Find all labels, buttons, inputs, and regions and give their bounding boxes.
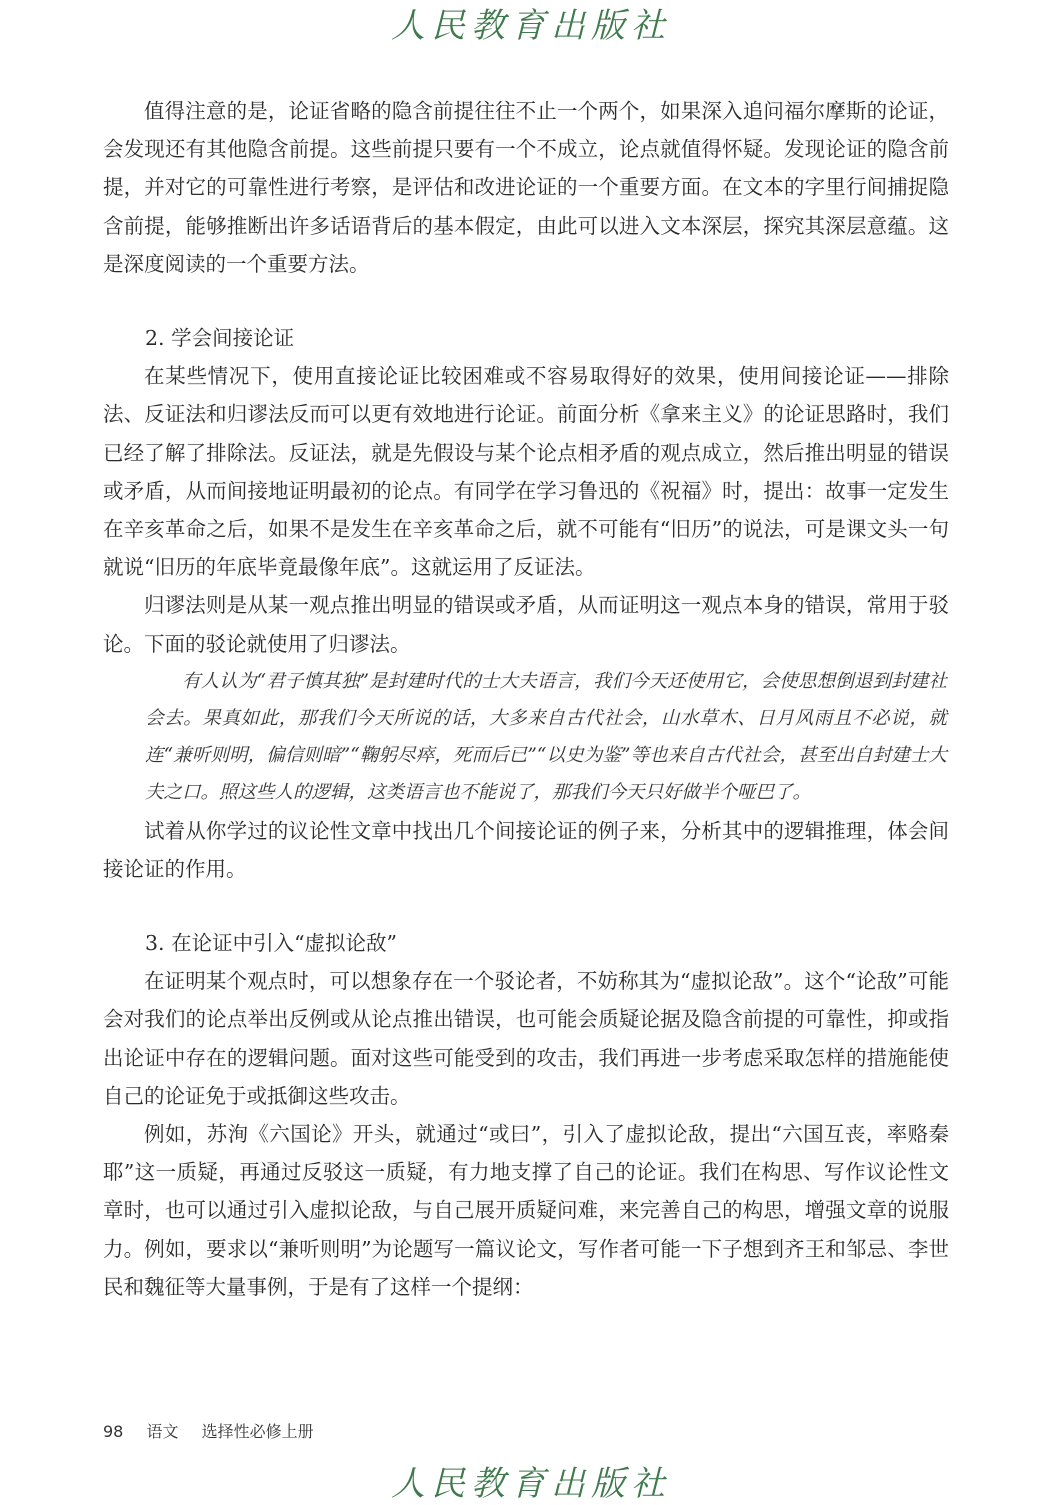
publisher-logo-bottom: 人民教育出版社 bbox=[391, 1464, 671, 1504]
publisher-logo-top: 人民教育出版社 bbox=[391, 6, 671, 46]
paragraph-reductio: 归谬法则是从某一观点推出明显的错误或矛盾，从而证明这一观点本身的错误，常用于驳论。下面的驳论就使用了归谬法。 bbox=[103, 593, 949, 656]
page-footer bbox=[103, 1419, 332, 1442]
subject-label: 语文 bbox=[146, 1422, 179, 1441]
book-title: 选择性必修上册 bbox=[201, 1422, 314, 1441]
page-number: 98 bbox=[103, 1422, 124, 1441]
section-heading-virtual-opponent: 3. 在论证中引入“虚拟论敌” bbox=[145, 931, 398, 956]
section-heading-indirect-argument: 2. 学会间接论证 bbox=[145, 326, 295, 351]
paragraph-exercise: 试着从你学过的议论性文章中找出几个间接论证的例子来，分析其中的逻辑推理，体会间接论证的作用。 bbox=[103, 818, 949, 881]
paragraph-virtual-opponent: 在证明某个观点时，可以想象存在一个驳论者，不妨称其为“虚拟论敌”。这个“论敌”可能会对我们的论点举出反例或从论点推出错误，也可能会质疑论据及隐含前提的可靠性，抑或指出论证中存在的逻辑问题。面对这些可能受到的攻击，我们再进一步考虑采取怎样的措施能使自己的论证免于或抵御这些攻击。 bbox=[103, 969, 949, 1108]
paragraph-indirect-argument: 在某些情况下，使用直接论证比较困难或不容易取得好的效果，使用间接论证——排除法、反证法和归谬法反而可以更有效地进行论证。前面分析《拿来主义》的论证思路时，我们已经了解了排除法。反证法，就是先假设与某个论点相矛盾的观点成立，然后推出明显的错误或矛盾，从而间接地证明最初的论点。有同学在学习鲁迅的《祝福》时，提出：故事一定发生在辛亥革命之后，如果不是发生在辛亥革命之后，就不可能有“旧历”的说法，可是课文头一句就说“旧历的年底毕竟最像年底”。这就运用了反证法。 bbox=[103, 364, 949, 580]
paragraph-six-states-example: 例如，苏洵《六国论》开头，就通过“或曰”，引入了虚拟论敌，提出“六国互丧，率赂秦耶”这一质疑，再通过反驳这一质疑，有力地支撑了自己的论证。我们在构思、写作议论性文章时，也可以通过引入虚拟论敌，与自己展开质疑问难，来完善自己的构思，增强文章的说服力。例如，要求以“兼听则明”为论题写一篇议论文，写作者可能一下子想到齐王和邹忌、李世民和魏征等大量事例，于是有了这样一个提纲： bbox=[103, 1122, 949, 1299]
paragraph-implicit-premise: 值得注意的是，论证省略的隐含前提往往不止一个两个，如果深入追问福尔摩斯的论证，会发现还有其他隐含前提。这些前提只要有一个不成立，论点就值得怀疑。发现论证的隐含前提，并对它的可靠性进行考察，是评估和改进论证的一个重要方面。在文本的字里行间捕捉隐含前提，能够推断出许多话语背后的基本假定，由此可以进入文本深层，探究其深层意蕴。这是深度阅读的一个重要方法。 bbox=[103, 99, 949, 276]
page-content bbox=[103, 92, 949, 1306]
quote-example: 有人认为“君子慎其独”是封建时代的士大夫语言，我们今天还使用它，会使思想倒退到封建社会去。果真如此，那我们今天所说的话，大多来自古代社会，山水草木、日月风雨且不必说，就连“兼听则明，偏信则暗”“鞠躬尽瘁，死而后已”“以史为鉴”等也来自古代社会，甚至出自封建士大夫之口。照这些人的逻辑，这类语言也不能说了，那我们今天只好做半个哑巴了。 bbox=[145, 670, 947, 804]
